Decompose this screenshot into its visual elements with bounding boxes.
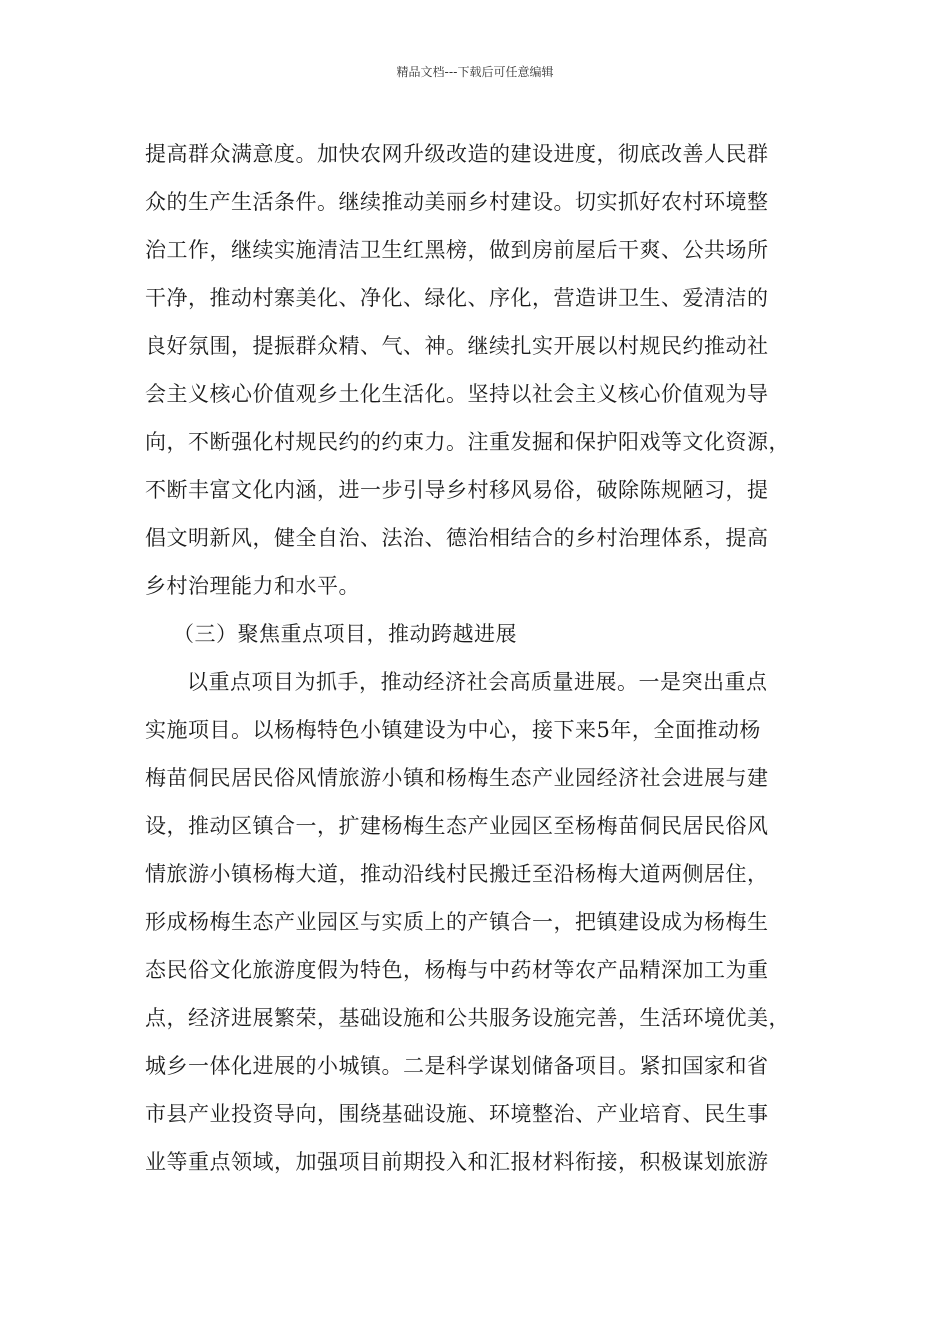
page-header: 精品文档---下载后可任意编辑 (396, 65, 554, 79)
body-text (145, 130, 825, 1186)
text-line: 梅苗侗民居民俗风情旅游小镇和杨梅生态产业园经济社会进展与建 (145, 766, 769, 790)
text-line: 态民俗文化旅游度假为特色，杨梅与中药材等农产品精深加工为重 (145, 958, 769, 982)
text-line: 治工作，继续实施清洁卫生红黑榜，做到房前屋后干爽、公共场所 (145, 238, 769, 262)
text-line: 实施项目。以杨梅特色小镇建设为中心，接下来5年，全面推动杨 (145, 718, 761, 742)
text-line: 众的生产生活条件。继续推动美丽乡村建设。切实抓好农村环境整 (145, 190, 769, 214)
text-line: 业等重点领域，加强项目前期投入和汇报材料衔接，积极谋划旅游 (145, 1150, 769, 1174)
paragraph-first-line: 以重点项目为抓手，推动经济社会高质量进展。一是突出重点 (187, 670, 768, 694)
text-line: 会主义核心价值观乡土化生活化。坚持以社会主义核心价值观为导 (145, 382, 769, 406)
text-line: 情旅游小镇杨梅大道，推动沿线村民搬迁至沿杨梅大道两侧居住， (145, 862, 769, 886)
text-line: 向，不断强化村规民约的约束力。注重发掘和保护阳戏等文化资源， (145, 430, 790, 454)
text-line: 提高群众满意度。加快农网升级改造的建设进度，彻底改善人民群 (145, 142, 769, 166)
text-line: 点，经济进展繁荣，基础设施和公共服务设施完善，生活环境优美， (145, 1006, 790, 1030)
text-line: 不断丰富文化内涵，进一步引导乡村移风易俗，破除陈规陋习，提 (145, 478, 769, 502)
text-line: 良好氛围，提振群众精、气、神。继续扎实开展以村规民约推动社 (145, 334, 769, 358)
text-line: 形成杨梅生态产业园区与实质上的产镇合一，把镇建设成为杨梅生 (145, 910, 769, 934)
text-line: 市县产业投资导向，围绕基础设施、环境整治、产业培育、民生事 (145, 1102, 769, 1126)
section-heading: （三）聚焦重点项目，推动跨越进展 (173, 622, 517, 646)
text-line: 城乡一体化进展的小城镇。二是科学谋划储备项目。紧扣国家和省 (145, 1054, 769, 1078)
text-line: 倡文明新风，健全自治、法治、德治相结合的乡村治理体系，提高 (145, 526, 769, 550)
text-line: 设，推动区镇合一，扩建杨梅生态产业园区至杨梅苗侗民居民俗风 (145, 814, 769, 838)
text-line: 干净，推动村寨美化、净化、绿化、序化，营造讲卫生、爱清洁的 (145, 286, 769, 310)
text-line: 乡村治理能力和水平。 (145, 574, 360, 598)
